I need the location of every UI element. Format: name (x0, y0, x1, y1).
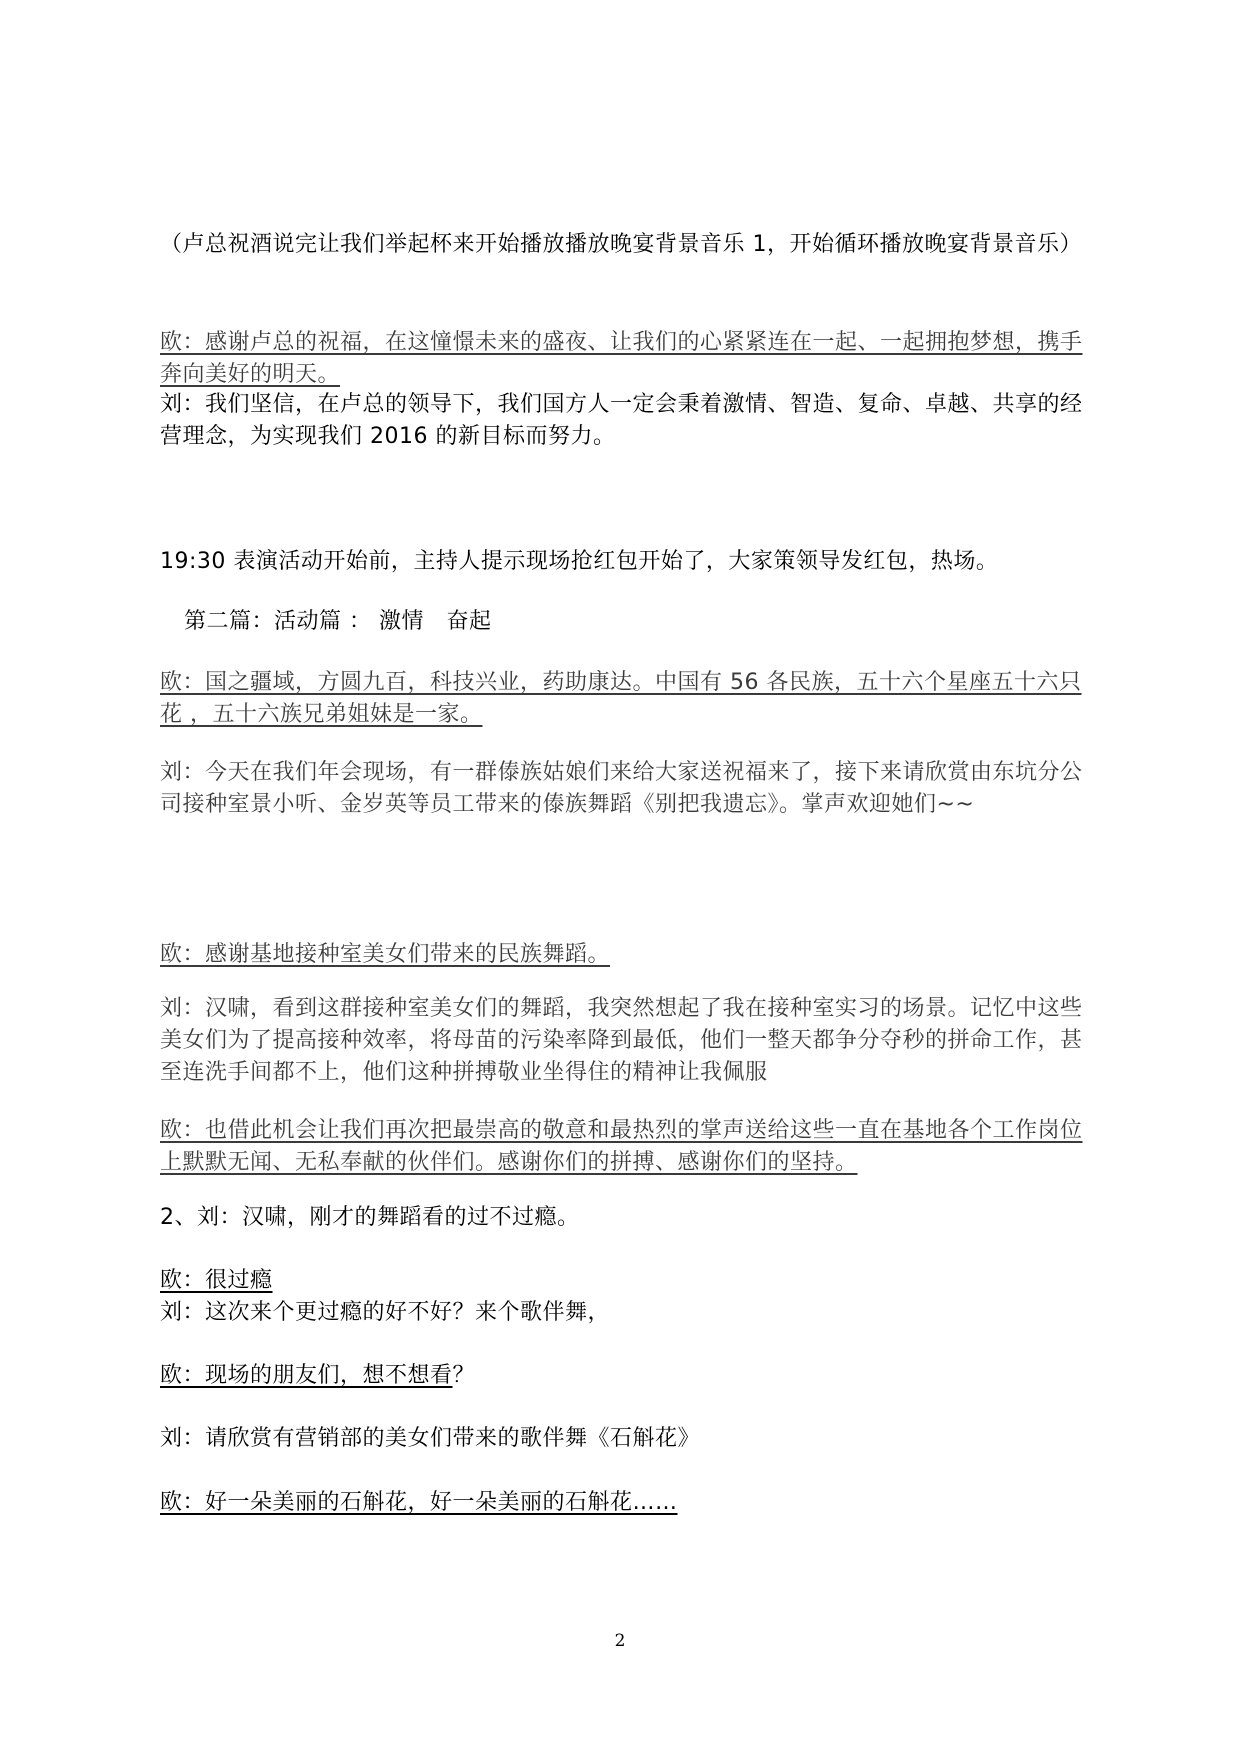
stage-direction-toast: （卢总祝酒说完让我们举起杯来开始播放播放晚宴背景音乐 1，开始循环播放晚宴背景音乐） (160, 232, 1082, 257)
section-heading: 第二篇：活动篇 ： 激情 奋起 (184, 609, 492, 634)
dialogue-ou-6 (160, 1360, 1090, 1392)
dialogue-ou-2: 欧：国之疆域，方圆九百，科技兴业，药助康达。中国有 56 各民族，五十六个星座五十六只花 ，五十六族兄弟姐妹是一家。 (160, 670, 1082, 727)
dialogue-liu-1: 刘：我们坚信，在卢总的领导下，我们国方人一定会秉着激情、智造、复命、卓越、共享的经营理念，为实现我们 2016 的新目标而努力。 (160, 392, 1083, 449)
stage-direction-red-packet: 19:30 表演活动开始前，主持人提示现场抢红包开始了，大家策领导发红包，热场。 (160, 549, 999, 574)
dialogue-liu-2: 刘：今天在我们年会现场，有一群傣族姑娘们来给大家送祝福来了，接下来请欣赏由东坑分公司接种室景小听、金岁英等员工带来的傣族舞蹈《别把我遗忘》。掌声欢迎她们~~ (160, 760, 1083, 817)
dialogue-ou-5: 欧：很过瘾 (160, 1268, 273, 1293)
dialogue-ou-7: 欧：好一朵美丽的石斛花，好一朵美丽的石斛花…… (160, 1490, 678, 1515)
dialogue-ou-1: 欧：感谢卢总的祝福，在这憧憬未来的盛夜、让我们的心紧紧连在一起、一起拥抱梦想，携手奔向美好的明天。 (160, 330, 1083, 387)
dialogue-liu-3: 刘：汉啸，看到这群接种室美女们的舞蹈，我突然想起了我在接种室实习的场景。记忆中这些美女们为了提高接种效率，将母苗的污染率降到最低，他们一整天都争分夺秒的拼命工作，甚至连洗手间都不上，他们这种拼搏敬业坐得住的精神让我佩服 (160, 996, 1083, 1085)
dialogue-ou-6-underlined: 欧：现场的朋友们，想不想看 (160, 1363, 453, 1388)
page-number: 2 (614, 1631, 626, 1651)
dialogue-ou-4: 欧：也借此机会让我们再次把最崇高的敬意和最热烈的掌声送给这些一直在基地各个工作岗位上默默无闻、无私奉献的伙伴们。感谢你们的拼搏、感谢你们的坚持。 (160, 1118, 1083, 1175)
dialogue-liu-5: 刘：这次来个更过瘾的好不好？来个歌伴舞， (160, 1300, 611, 1325)
dialogue-ou-3: 欧：感谢基地接种室美女们带来的民族舞蹈。 (160, 942, 611, 967)
dialogue-ou-6-mark: ？ (452, 1363, 476, 1388)
dialogue-liu-4: 2、刘：汉啸，刚才的舞蹈看的过不过瘾。 (160, 1205, 580, 1230)
dialogue-liu-6: 刘：请欣赏有营销部的美女们带来的歌伴舞《石斛花》 (160, 1426, 701, 1451)
